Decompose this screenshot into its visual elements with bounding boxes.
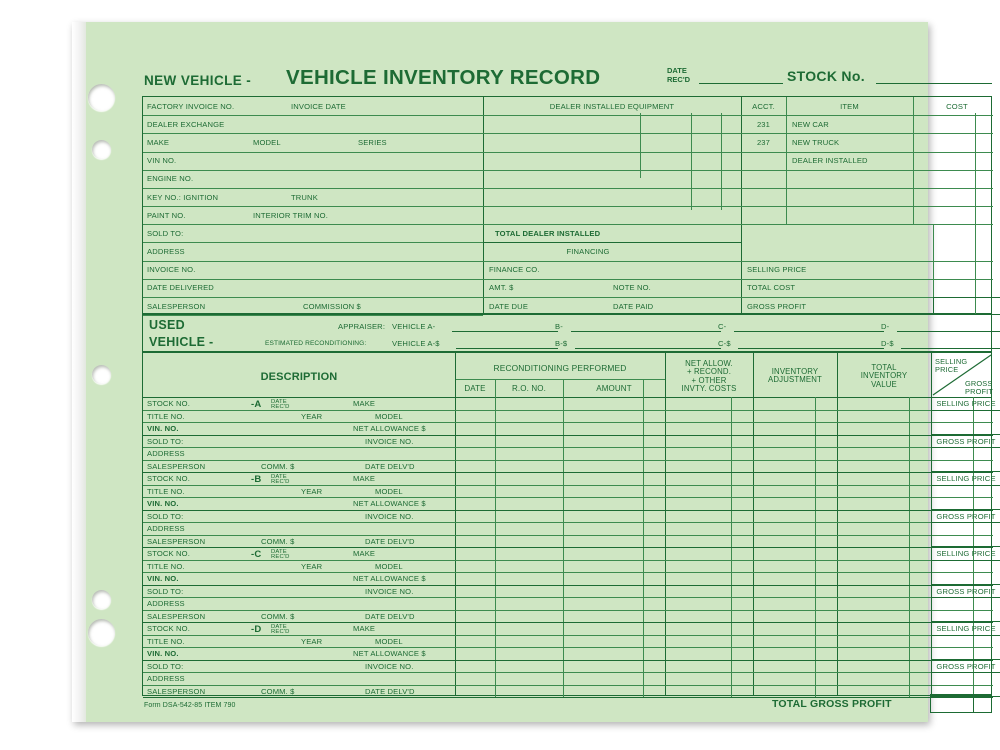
detail-row-rule	[143, 585, 993, 586]
block-selling-price-caption: SELLING PRICE	[936, 399, 996, 408]
date-received-label	[667, 67, 690, 84]
block-gross-profit-caption: GROSS PROFIT	[936, 437, 996, 446]
punch-hole-small-lower	[92, 590, 111, 609]
detail-field-label: SALESPERSON	[147, 537, 206, 546]
equipment-row-rule	[483, 224, 741, 225]
detail-field-label: YEAR	[301, 412, 323, 421]
detail-field-label: STOCK NO.	[147, 474, 190, 483]
gross-profit-amount-box[interactable]	[931, 597, 1000, 622]
detail-row-rule-full	[143, 597, 993, 598]
account-row-rule	[741, 206, 993, 207]
finance-field-right-1: TOTAL COST	[747, 283, 796, 292]
detail-field-label: ADDRESS	[147, 449, 185, 458]
stock-number-writeline[interactable]	[876, 83, 992, 84]
detail-row-rule-full	[143, 635, 993, 636]
detail-label-daterecd: DATE	[271, 549, 287, 555]
account-column-header-0: ACCT.	[752, 102, 775, 111]
new-vehicle-field-label: MODEL	[253, 138, 281, 147]
detail-field-label: COMM. $	[261, 537, 295, 546]
new-vehicle-left-panel	[143, 97, 483, 313]
total-gross-profit-label: TOTAL GROSS PROFIT	[772, 698, 892, 710]
detail-field-label: STOCK NO.	[147, 624, 190, 633]
used-vehicle-label-line2: VEHICLE -	[149, 335, 214, 349]
dealer-installed-equipment-header: DEALER INSTALLED EQUIPMENT	[549, 102, 675, 111]
finance-field-left-0: FINANCE CO.	[489, 265, 540, 274]
detail-row-rule-full	[143, 447, 993, 448]
detail-field-label: DATE DELV'D	[365, 612, 415, 621]
detail-field-label: INVOICE NO.	[365, 512, 414, 521]
block-letter-C: -C	[251, 549, 262, 560]
selling-price-amount-box[interactable]	[931, 635, 1000, 660]
divider-equip-cents	[721, 113, 722, 210]
new-vehicle-label: NEW VEHICLE -	[144, 73, 252, 88]
detail-field-label: INVOICE NO.	[365, 587, 414, 596]
equipment-row-rule	[483, 206, 741, 207]
recond-subcolumn-1: R.O. NO.	[511, 384, 547, 393]
detail-field-label: NET ALLOWANCE $	[353, 574, 426, 583]
detail-label-daterecd: REC'D	[271, 554, 290, 560]
divider-recond-amount-cents	[643, 379, 644, 697]
gross-profit-amount-box[interactable]	[931, 522, 1000, 547]
recond-writeline-1[interactable]	[575, 348, 721, 349]
punch-hole-large-bottom	[88, 619, 115, 646]
total-gross-profit-box[interactable]	[930, 694, 992, 713]
detail-field-label: VIN. NO.	[147, 499, 179, 508]
new-vehicle-field-label: ADDRESS	[147, 247, 185, 256]
recond-subcolumn-2: AMOUNT	[596, 384, 632, 393]
equipment-row-rule	[483, 152, 741, 153]
detail-row-rule-full	[143, 410, 993, 411]
detail-field-label: YEAR	[301, 487, 323, 496]
divider-equip-amt	[691, 113, 692, 210]
form-sheet	[72, 22, 996, 722]
punch-hole-large-top	[88, 84, 115, 111]
divider-netallow-invadj	[753, 353, 754, 695]
detail-row-rule-full	[143, 460, 993, 461]
appraiser-writeline-2[interactable]	[734, 331, 884, 332]
detail-label-daterecd: DATE	[271, 474, 287, 480]
equipment-row-rule	[483, 188, 741, 189]
divider-invadj-totalinv	[837, 353, 838, 695]
account-row-rule	[741, 133, 993, 134]
new-vehicle-field-label: SERIES	[358, 138, 387, 147]
block-gross-profit-caption: GROSS PROFIT	[936, 662, 996, 671]
new-vehicle-table	[142, 96, 992, 314]
total-gross-profit-cents-divider	[973, 695, 974, 712]
appraiser-field-label-0: VEHICLE A-	[392, 322, 436, 331]
account-item: NEW TRUCK	[792, 138, 840, 147]
recond-field-label-2: C-$	[718, 339, 731, 348]
detail-label-daterecd: DATE	[271, 399, 287, 405]
recond-field-label-1: B-$	[555, 339, 568, 348]
appraiser-field-label-2: C-	[718, 322, 727, 331]
selling-price-top-rule	[741, 261, 993, 262]
detail-label-daterecd: REC'D	[271, 479, 290, 485]
financing-label: FINANCING	[566, 247, 610, 256]
detail-label-daterecd: REC'D	[271, 629, 290, 635]
new-vehicle-header-rule	[483, 115, 993, 116]
punch-hole-small-middle	[92, 365, 111, 384]
detail-field-label: SOLD TO:	[147, 512, 184, 521]
recond-writeline-3[interactable]	[901, 348, 1000, 349]
detail-field-label: ADDRESS	[147, 674, 185, 683]
detail-field-label: MODEL	[375, 487, 403, 496]
estimated-reconditioning-label: ESTIMATED RECONDITIONING:	[265, 340, 367, 347]
total-inventory-value-header-line2: VALUE	[871, 379, 897, 389]
new-vehicle-row-rule	[143, 115, 483, 116]
divider-description-recond	[455, 353, 456, 695]
reconditioning-performed-header: RECONDITIONING PERFORMED	[493, 363, 627, 373]
new-vehicle-field-label: SOLD TO:	[147, 229, 184, 238]
detail-table	[142, 352, 996, 696]
detail-field-label: TITLE NO.	[147, 487, 185, 496]
block-letter-D: -D	[251, 624, 262, 635]
detail-field-label: NET ALLOWANCE $	[353, 424, 426, 433]
block-selling-price-caption: SELLING PRICE	[936, 474, 996, 483]
detail-field-label: SOLD TO:	[147, 587, 184, 596]
financing-rule	[483, 261, 741, 262]
total-inventory-value-header-line0: TOTAL	[871, 363, 897, 372]
detail-field-label: MODEL	[375, 562, 403, 571]
appraiser-field-label-1: B-	[555, 322, 563, 331]
finance-field-right-0: SELLING PRICE	[747, 265, 807, 274]
detail-row-rule-full	[143, 672, 993, 673]
detail-field-label: MAKE	[353, 624, 376, 633]
detail-row-rule-full	[143, 422, 993, 423]
detail-field-label: INVOICE NO.	[365, 437, 414, 446]
gross-profit-header-line1: PROFIT	[965, 387, 993, 396]
divider-equip-desc	[640, 113, 641, 178]
detail-field-label: SOLD TO:	[147, 437, 184, 446]
detail-row-rule-full	[143, 572, 993, 573]
new-vehicle-field-label: SALESPERSON	[147, 302, 206, 311]
divider-recond-rono	[563, 379, 564, 697]
total-cost-rule	[741, 279, 993, 280]
detail-field-label: DATE DELV'D	[365, 687, 415, 696]
inventory-adjustment-header-line0: INVENTORY	[771, 367, 819, 376]
detail-field-label: SALESPERSON	[147, 612, 206, 621]
detail-field-label: SALESPERSON	[147, 462, 206, 471]
new-vehicle-row-rule	[143, 261, 483, 262]
block-letter-B: -B	[251, 474, 262, 485]
account-row-rule	[741, 224, 993, 225]
new-vehicle-field-label: PAINT NO.	[147, 211, 186, 220]
new-vehicle-field-label: DEALER EXCHANGE	[147, 120, 225, 129]
detail-field-label: SALESPERSON	[147, 687, 206, 696]
detail-field-label: YEAR	[301, 562, 323, 571]
net-allowance-header-line0: NET ALLOW.	[685, 359, 733, 368]
appraiser-label: APPRAISER:	[338, 322, 386, 331]
divider-cost-cents	[975, 113, 976, 225]
detail-label-daterecd: REC'D	[271, 404, 290, 410]
new-vehicle-field-label: VIN NO.	[147, 156, 177, 165]
finance-row-rule-1	[483, 297, 993, 298]
detail-label-daterecd: DATE	[271, 624, 287, 630]
selling-gross-diagonal-icon	[931, 353, 993, 397]
detail-row-rule-full	[143, 497, 993, 498]
detail-row-rule	[143, 547, 993, 548]
detail-field-label: COMM. $	[261, 687, 295, 696]
punch-hole-small-upper	[92, 140, 111, 159]
finance-field-left-1: AMT. $	[489, 283, 514, 292]
appraiser-field-label-3: D-	[881, 322, 890, 331]
selling-price-amount-box[interactable]	[931, 410, 1000, 435]
equipment-row-rule	[483, 170, 741, 171]
gross-profit-amount-box[interactable]	[933, 297, 1000, 315]
date-received-writeline[interactable]	[699, 83, 783, 84]
inventory-adjustment-header-line1: ADJUSTMENT	[768, 375, 822, 385]
detail-row-rule-full	[143, 647, 993, 648]
appraiser-writeline-3[interactable]	[897, 331, 1000, 332]
appraiser-writeline-1[interactable]	[571, 331, 721, 332]
used-vehicle-band	[142, 314, 992, 352]
block-letter-A: -A	[251, 399, 262, 410]
detail-field-label: SOLD TO:	[147, 662, 184, 671]
detail-field-label: MAKE	[353, 549, 376, 558]
new-vehicle-field-label: INTERIOR TRIM NO.	[253, 211, 328, 220]
selling-price-header-line1: PRICE	[935, 365, 959, 374]
detail-field-label: MODEL	[375, 412, 403, 421]
new-vehicle-field-label: INVOICE NO.	[147, 265, 196, 274]
detail-field-label: VIN. NO.	[147, 574, 179, 583]
detail-field-label: NET ALLOWANCE $	[353, 499, 426, 508]
detail-field-label: ADDRESS	[147, 524, 185, 533]
new-vehicle-row-rule	[143, 133, 483, 134]
account-row-rule	[741, 188, 993, 189]
detail-field-label: COMM. $	[261, 462, 295, 471]
detail-field-label: MAKE	[353, 474, 376, 483]
recond-subcolumn-0: DATE	[464, 384, 486, 393]
recond-field-label-3: D-$	[881, 339, 894, 348]
detail-row-rule	[143, 510, 993, 511]
selling-price-amount-box[interactable]	[931, 485, 1000, 510]
detail-field-label: TITLE NO.	[147, 412, 185, 421]
net-allowance-header-line3: INVTY. COSTS	[681, 384, 737, 394]
net-allowance-header-line1: + RECOND.	[686, 367, 732, 377]
account-row-rule	[741, 170, 993, 171]
detail-row-rule-full	[143, 610, 993, 611]
detail-row-rule-full	[143, 560, 993, 561]
finance-field-mid-2: DATE PAID	[613, 302, 654, 311]
gross-profit-header-line0: GROSS	[965, 379, 993, 388]
title-bar	[134, 64, 894, 96]
finance-field-mid-1: NOTE NO.	[613, 283, 651, 292]
stock-number-label: STOCK No.	[787, 68, 865, 84]
detail-field-label: INVOICE NO.	[365, 662, 414, 671]
used-vehicle-label-line1: USED	[149, 318, 185, 332]
form-body	[134, 64, 996, 710]
recond-field-label-0: VEHICLE A-$	[392, 339, 440, 348]
detail-row-rule-full	[143, 535, 993, 536]
binding-margin	[72, 22, 86, 722]
detail-row-rule-full	[143, 522, 993, 523]
detail-field-label: COMM. $	[261, 612, 295, 621]
block-selling-price-caption: SELLING PRICE	[936, 624, 996, 633]
new-vehicle-row-rule	[143, 188, 483, 189]
form-code: Form DSA-542-85 ITEM 790	[144, 702, 236, 709]
new-vehicle-field-label: COMMISSION $	[303, 302, 361, 311]
page-title: VEHICLE INVENTORY RECORD	[286, 66, 601, 89]
block-gross-profit-caption: GROSS PROFIT	[936, 587, 996, 596]
new-vehicle-row-rule	[143, 224, 483, 225]
detail-field-label: YEAR	[301, 637, 323, 646]
equipment-row-rule	[483, 133, 741, 134]
detail-field-label: STOCK NO.	[147, 549, 190, 558]
new-vehicle-field-label: DATE DELIVERED	[147, 283, 214, 292]
total-inventory-value-header-line1: INVENTORY	[860, 371, 908, 381]
total-dealer-installed-label: TOTAL DEALER INSTALLED	[495, 229, 601, 238]
account-row-rule	[741, 152, 993, 153]
detail-row-rule-full	[143, 485, 993, 486]
new-vehicle-row-rule	[143, 242, 483, 243]
account-item: DEALER INSTALLED	[792, 156, 868, 165]
new-vehicle-field-label: TRUNK	[291, 193, 318, 202]
account-code: 237	[756, 138, 771, 147]
appraiser-writeline-0[interactable]	[452, 331, 558, 332]
detail-field-label: MODEL	[375, 637, 403, 646]
detail-row-rule	[143, 435, 993, 436]
detail-header-bottom-rule	[143, 397, 991, 398]
date-received-label-line1: DATE	[667, 66, 687, 75]
detail-row-rule	[143, 622, 993, 623]
recond-writeline-0[interactable]	[456, 348, 558, 349]
account-column-header-2: COST	[946, 102, 968, 111]
detail-field-label: NET ALLOWANCE $	[353, 649, 426, 658]
new-vehicle-row-rule	[143, 206, 483, 207]
new-vehicle-row-rule	[143, 152, 483, 153]
net-allowance-header-line2: + OTHER	[691, 375, 727, 385]
block-selling-price-caption: SELLING PRICE	[936, 549, 996, 558]
detail-field-label: MAKE	[353, 399, 376, 408]
account-code: 231	[756, 120, 771, 129]
new-vehicle-field-label: INVOICE DATE	[291, 102, 346, 111]
account-column-header-1: ITEM	[840, 102, 859, 111]
detail-field-label: TITLE NO.	[147, 637, 185, 646]
finance-field-right-2: GROSS PROFIT	[747, 302, 807, 311]
recond-subheader-rule	[455, 379, 665, 380]
total-dealer-installed-rule	[483, 242, 741, 243]
selling-price-header-line0: SELLING	[935, 357, 968, 366]
new-vehicle-row-rule	[143, 170, 483, 171]
divider-recond-date	[495, 379, 496, 697]
new-vehicle-row-rule	[143, 297, 483, 298]
account-item: NEW CAR	[792, 120, 829, 129]
new-vehicle-field-label: ENGINE NO.	[147, 174, 194, 183]
detail-field-label: DATE DELV'D	[365, 537, 415, 546]
gross-profit-amount-box[interactable]	[931, 447, 1000, 472]
detail-row-rule	[143, 472, 993, 473]
new-vehicle-row-rule	[143, 279, 483, 280]
finance-field-left-2: DATE DUE	[489, 302, 529, 311]
detail-row-rule	[143, 660, 993, 661]
divider-recond-netallow	[665, 353, 666, 695]
divider-left-middle	[483, 97, 484, 313]
new-vehicle-field-label: FACTORY INVOICE NO.	[147, 102, 235, 111]
selling-price-amount-box[interactable]	[931, 560, 1000, 585]
detail-field-label: TITLE NO.	[147, 562, 185, 571]
description-header: DESCRIPTION	[260, 371, 338, 383]
detail-row-rule-full	[143, 685, 993, 686]
recond-writeline-2[interactable]	[738, 348, 884, 349]
detail-field-label: DATE DELV'D	[365, 462, 415, 471]
new-vehicle-field-label: MAKE	[147, 138, 170, 147]
divider-middle-right	[741, 97, 742, 313]
block-gross-profit-caption: GROSS PROFIT	[936, 512, 996, 521]
detail-field-label: STOCK NO.	[147, 399, 190, 408]
detail-field-label: ADDRESS	[147, 599, 185, 608]
detail-field-label: VIN. NO.	[147, 424, 179, 433]
detail-field-label: VIN. NO.	[147, 649, 179, 658]
new-vehicle-field-label: KEY NO.: IGNITION	[147, 193, 219, 202]
date-received-label-line2: REC'D	[667, 74, 691, 84]
